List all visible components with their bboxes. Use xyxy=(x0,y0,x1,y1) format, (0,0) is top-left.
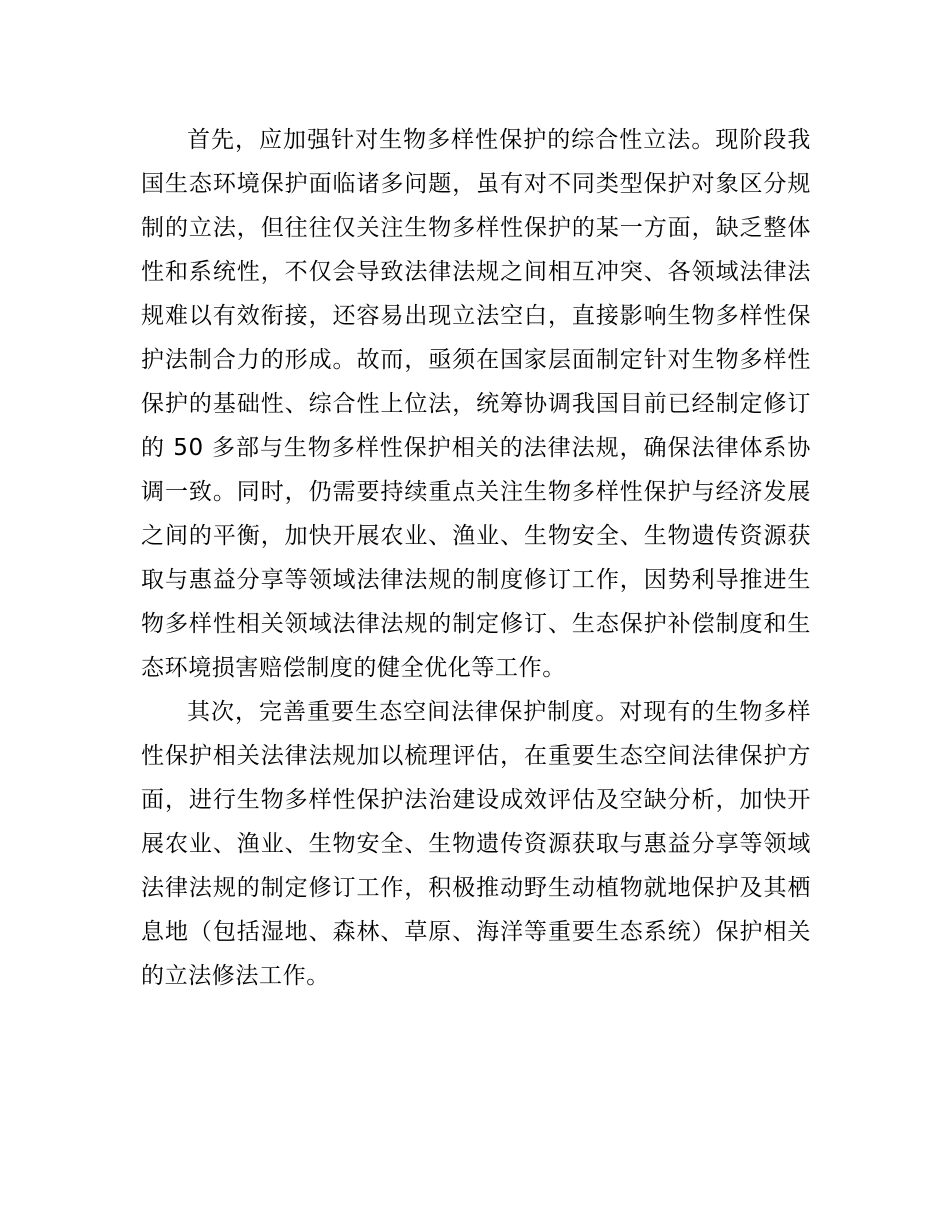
paragraph-legislation: 首先，应加强针对生物多样性保护的综合性立法。现阶段我国生态环境保护面临诸多问题，虽有对不同类型保护对象区分规制的立法，但往往仅关注生物多样性保护的某一方面，缺乏整体性和系统性，不仅会导致法律法规之间相互冲突、各领域法律法规难以有效衔接，还容易出现立法空白，直接影响生物多样性保护法制合力的形成。故而，亟须在国家层面制定针对生物多样性保护的基础性、综合性上位法，统筹协调我国目前已经制定修订的 50 多部与生物多样性保护相关的法律法规，确保法律体系协调一致。同时，仍需要持续重点关注生物多样性保护与经济发展之间的平衡，加快开展农业、渔业、生物安全、生物遗传资源获取与惠益分享等领域法律法规的制度修订工作，因势利导推进生物多样性相关领域法律法规的制定修订、生态保护补偿制度和生态环境损害赔偿制度的健全优化等工作。 xyxy=(141,127,811,681)
document-body xyxy=(141,118,811,998)
paragraph-ecological-space: 其次，完善重要生态空间法律保护制度。对现有的生物多样性保护相关法律法规加以梳理评估，在重要生态空间法律保护方面，进行生物多样性保护法治建设成效评估及空缺分析，加快开展农业、渔业、生物安全、生物遗传资源获取与惠益分享等领域法律法规的制定修订工作，积极推动野生动植物就地保护及其栖息地（包括湿地、森林、草原、海洋等重要生态系统）保护相关的立法修法工作。 xyxy=(141,699,811,989)
